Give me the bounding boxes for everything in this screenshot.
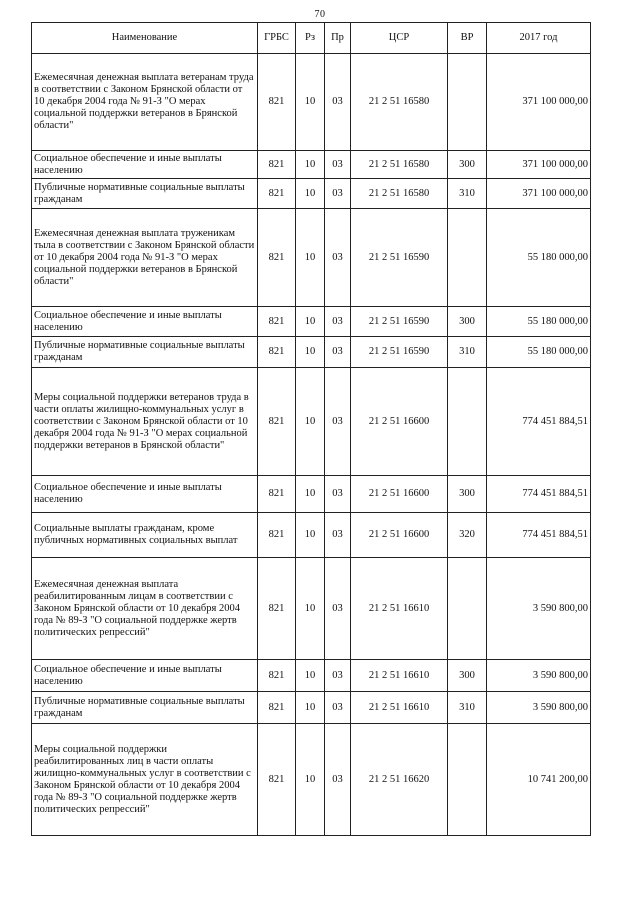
row-csr: 21 2 51 16620 <box>351 724 448 836</box>
row-csr: 21 2 51 16590 <box>351 209 448 307</box>
row-vr <box>448 209 487 307</box>
row-name: Публичные нормативные социальные выплаты гражданам <box>32 179 258 209</box>
row-amount: 3 590 800,00 <box>487 660 591 692</box>
table-row <box>32 209 591 307</box>
row-amount: 3 590 800,00 <box>487 692 591 724</box>
header-name: Наименование <box>32 23 258 54</box>
row-grbs: 821 <box>258 337 296 368</box>
row-pr: 03 <box>325 724 351 836</box>
table-row <box>32 692 591 724</box>
row-rz: 10 <box>296 179 325 209</box>
table-row <box>32 476 591 513</box>
row-vr <box>448 368 487 476</box>
row-csr: 21 2 51 16610 <box>351 660 448 692</box>
table-row <box>32 660 591 692</box>
row-name: Ежемесячная денежная выплата ветеранам труда в соответствии с Законом Брянской области от 10 декабря 2004 года № 91-З "О мерах социальной поддержки ветеранов в Брянской области" <box>32 54 258 151</box>
header-row <box>32 23 591 54</box>
row-pr: 03 <box>325 660 351 692</box>
row-grbs: 821 <box>258 209 296 307</box>
row-pr: 03 <box>325 151 351 179</box>
row-vr <box>448 724 487 836</box>
row-pr: 03 <box>325 337 351 368</box>
row-amount: 774 451 884,51 <box>487 513 591 558</box>
header-grbs: ГРБС <box>258 23 296 54</box>
row-vr: 300 <box>448 307 487 337</box>
row-name: Публичные нормативные социальные выплаты гражданам <box>32 692 258 724</box>
row-amount: 55 180 000,00 <box>487 307 591 337</box>
row-name: Ежемесячная денежная выплата труженикам тыла в соответствии с Законом Брянской области от 10 декабря 2004 года № 91-З "О мерах социальной поддержки ветеранов в Брянской области" <box>32 209 258 307</box>
row-rz: 10 <box>296 558 325 660</box>
row-grbs: 821 <box>258 151 296 179</box>
row-amount: 3 590 800,00 <box>487 558 591 660</box>
row-grbs: 821 <box>258 307 296 337</box>
row-csr: 21 2 51 16580 <box>351 54 448 151</box>
row-vr: 320 <box>448 513 487 558</box>
row-amount: 774 451 884,51 <box>487 476 591 513</box>
header-rz: Рз <box>296 23 325 54</box>
row-vr: 310 <box>448 337 487 368</box>
header-csr: ЦСР <box>351 23 448 54</box>
row-pr: 03 <box>325 54 351 151</box>
row-vr: 310 <box>448 692 487 724</box>
row-vr <box>448 54 487 151</box>
row-grbs: 821 <box>258 368 296 476</box>
table-row <box>32 513 591 558</box>
row-amount: 371 100 000,00 <box>487 179 591 209</box>
row-amount: 774 451 884,51 <box>487 368 591 476</box>
row-pr: 03 <box>325 558 351 660</box>
row-name: Меры социальной поддержки ветеранов труда в части оплаты жилищно-коммунальных услуг в соответствии с Законом Брянской области от 10 декабря 2004 года № 91-З "О мерах социальной поддержки ветеранов в Брянской области" <box>32 368 258 476</box>
row-csr: 21 2 51 16600 <box>351 513 448 558</box>
row-name: Публичные нормативные социальные выплаты гражданам <box>32 337 258 368</box>
row-csr: 21 2 51 16580 <box>351 151 448 179</box>
row-rz: 10 <box>296 307 325 337</box>
row-rz: 10 <box>296 476 325 513</box>
row-csr: 21 2 51 16610 <box>351 692 448 724</box>
row-pr: 03 <box>325 307 351 337</box>
row-pr: 03 <box>325 179 351 209</box>
row-amount: 371 100 000,00 <box>487 151 591 179</box>
budget-table <box>31 22 591 836</box>
row-pr: 03 <box>325 513 351 558</box>
row-pr: 03 <box>325 476 351 513</box>
table-row <box>32 54 591 151</box>
table-row <box>32 179 591 209</box>
row-name: Социальное обеспечение и иные выплаты населению <box>32 151 258 179</box>
row-pr: 03 <box>325 692 351 724</box>
row-rz: 10 <box>296 368 325 476</box>
table-row <box>32 307 591 337</box>
row-amount: 55 180 000,00 <box>487 209 591 307</box>
row-vr: 300 <box>448 660 487 692</box>
table-row <box>32 337 591 368</box>
row-vr: 310 <box>448 179 487 209</box>
header-vr: ВР <box>448 23 487 54</box>
page-number: 70 <box>314 9 326 20</box>
row-csr: 21 2 51 16590 <box>351 337 448 368</box>
row-amount: 10 741 200,00 <box>487 724 591 836</box>
row-rz: 10 <box>296 724 325 836</box>
table-row <box>32 368 591 476</box>
row-vr <box>448 558 487 660</box>
header-pr: Пр <box>325 23 351 54</box>
row-grbs: 821 <box>258 692 296 724</box>
row-name: Социальное обеспечение и иные выплаты населению <box>32 307 258 337</box>
row-name: Социальное обеспечение и иные выплаты населению <box>32 476 258 513</box>
row-rz: 10 <box>296 54 325 151</box>
row-grbs: 821 <box>258 179 296 209</box>
row-rz: 10 <box>296 337 325 368</box>
row-csr: 21 2 51 16580 <box>351 179 448 209</box>
row-name: Меры социальной поддержки реабилитированных лиц в части оплаты жилищно-коммунальных услуг в соответствии с Законом Брянской области от 10 декабря 2004 года № 89-З "О социальной поддержке жертв политических репрессий" <box>32 724 258 836</box>
table-row <box>32 724 591 836</box>
row-vr: 300 <box>448 476 487 513</box>
row-grbs: 821 <box>258 54 296 151</box>
table-row <box>32 558 591 660</box>
row-name: Социальное обеспечение и иные выплаты населению <box>32 660 258 692</box>
table-row <box>32 151 591 179</box>
row-vr: 300 <box>448 151 487 179</box>
row-csr: 21 2 51 16590 <box>351 307 448 337</box>
row-rz: 10 <box>296 151 325 179</box>
row-pr: 03 <box>325 209 351 307</box>
row-name: Социальные выплаты гражданам, кроме публичных нормативных социальных выплат <box>32 513 258 558</box>
row-csr: 21 2 51 16610 <box>351 558 448 660</box>
row-rz: 10 <box>296 660 325 692</box>
row-rz: 10 <box>296 209 325 307</box>
row-csr: 21 2 51 16600 <box>351 368 448 476</box>
row-grbs: 821 <box>258 513 296 558</box>
row-rz: 10 <box>296 513 325 558</box>
row-amount: 371 100 000,00 <box>487 54 591 151</box>
row-amount: 55 180 000,00 <box>487 337 591 368</box>
row-rz: 10 <box>296 692 325 724</box>
header-year: 2017 год <box>487 23 591 54</box>
row-grbs: 821 <box>258 476 296 513</box>
row-grbs: 821 <box>258 724 296 836</box>
row-pr: 03 <box>325 368 351 476</box>
row-csr: 21 2 51 16600 <box>351 476 448 513</box>
row-grbs: 821 <box>258 660 296 692</box>
row-grbs: 821 <box>258 558 296 660</box>
row-name: Ежемесячная денежная выплата реабилитированным лицам в соответствии с Законом Брянской области от 10 декабря 2004 года № 89-З "О социальной поддержке жертв политических репрессий" <box>32 558 258 660</box>
